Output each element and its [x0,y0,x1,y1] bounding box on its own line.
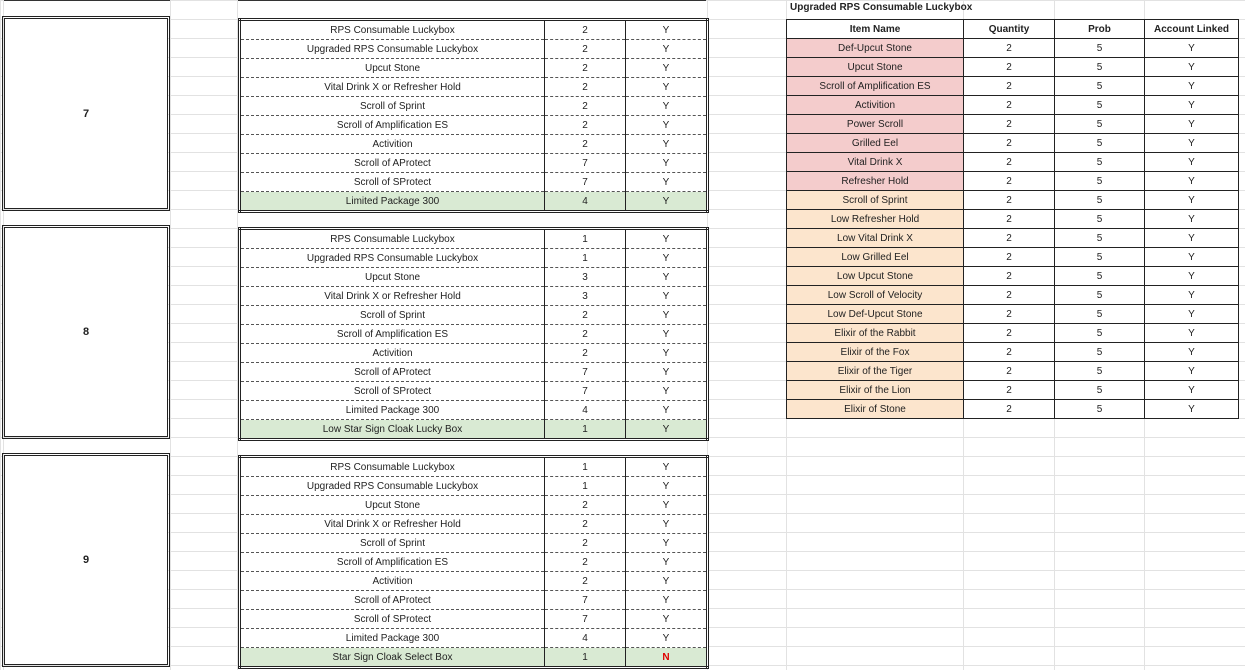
account-linked-cell: Y [626,629,708,648]
grid-column-line [170,0,171,670]
account-linked-cell: Y [1145,286,1239,305]
account-linked-cell: Y [1145,324,1239,343]
account-linked-cell: Y [1145,362,1239,381]
prob-cell: 5 [1055,305,1145,324]
account-linked-cell: Y [626,591,708,610]
prob-cell: 5 [1055,400,1145,419]
col-header-prob: Prob [1055,20,1145,39]
account-linked-cell: Y [626,553,708,572]
prob-cell: 5 [1055,191,1145,210]
table-row [240,496,708,515]
prob-cell: 5 [1055,77,1145,96]
table-row [240,249,708,268]
table-row [240,97,708,116]
account-linked-cell: Y [1145,96,1239,115]
quantity-cell: 2 [545,135,626,154]
item-name-cell: Vital Drink X or Refresher Hold [240,515,545,534]
quantity-cell: 1 [545,229,626,249]
account-linked-cell: Y [626,173,708,192]
level-number: 8 [82,326,90,338]
item-name-cell: Activition [240,135,545,154]
quantity-cell: 4 [545,401,626,420]
table-row [787,153,1239,172]
prob-cell: 5 [1055,115,1145,134]
item-name-cell: Low Refresher Hold [787,210,964,229]
table-row [787,400,1239,419]
table-row [240,457,708,477]
quantity-cell: 2 [545,344,626,363]
item-name-cell: Def-Upcut Stone [787,39,964,58]
prob-cell: 5 [1055,39,1145,58]
quantity-cell: 1 [545,249,626,268]
quantity-cell: 2 [964,362,1055,381]
quantity-cell: 2 [545,40,626,59]
quantity-cell: 2 [964,115,1055,134]
table-row [240,229,708,249]
account-linked-cell: Y [626,249,708,268]
quantity-cell: 2 [545,59,626,78]
item-name-cell: Vital Drink X or Refresher Hold [240,78,545,97]
prob-cell: 5 [1055,134,1145,153]
item-name-cell: Limited Package 300 [240,192,545,212]
account-linked-cell: Y [626,192,708,212]
prob-cell: 5 [1055,286,1145,305]
account-linked-cell: Y [626,534,708,553]
table-row [240,534,708,553]
table-row [787,210,1239,229]
prob-cell: 5 [1055,381,1145,400]
item-name-cell: Low Vital Drink X [787,229,964,248]
item-name-cell: Elixir of the Rabbit [787,324,964,343]
quantity-cell: 2 [545,515,626,534]
account-linked-cell: Y [626,572,708,591]
item-name-cell: Low Star Sign Cloak Lucky Box [240,420,545,440]
item-name-cell: Scroll of AProtect [240,363,545,382]
table-row [240,610,708,629]
table-row [787,134,1239,153]
quantity-cell: 2 [545,78,626,97]
quantity-cell: 2 [964,343,1055,362]
account-linked-cell: N [626,648,708,668]
item-name-cell: Scroll of Sprint [240,306,545,325]
account-linked-cell: Y [626,496,708,515]
item-name-cell: Scroll of Amplification ES [787,77,964,96]
item-name-cell: Scroll of Sprint [240,534,545,553]
prob-cell: 5 [1055,324,1145,343]
item-name-cell: Upgraded RPS Consumable Luckybox [240,477,545,496]
reward-table-level-8 [238,227,709,441]
prob-cell: 5 [1055,267,1145,286]
account-linked-cell: Y [1145,210,1239,229]
table-row [787,305,1239,324]
account-linked-cell: Y [626,135,708,154]
col-header-item-name: Item Name [787,20,964,39]
table-row [240,192,708,212]
col-header-account-linked: Account Linked [1145,20,1239,39]
table-row [787,286,1239,305]
table-row [787,191,1239,210]
account-linked-cell: Y [626,59,708,78]
account-linked-cell: Y [1145,267,1239,286]
table-row [787,115,1239,134]
quantity-cell: 4 [545,629,626,648]
item-name-cell: Low Upcut Stone [787,267,964,286]
account-linked-cell: Y [626,610,708,629]
quantity-cell: 1 [545,648,626,668]
item-name-cell: Vital Drink X or Refresher Hold [240,287,545,306]
quantity-cell: 2 [964,153,1055,172]
table-row [240,629,708,648]
account-linked-cell: Y [626,20,708,40]
account-linked-cell: Y [626,154,708,173]
table-row [787,343,1239,362]
account-linked-cell: Y [1145,134,1239,153]
table-row [240,325,708,344]
account-linked-cell: Y [626,382,708,401]
quantity-cell: 2 [964,172,1055,191]
quantity-cell: 3 [545,268,626,287]
quantity-cell: 2 [545,116,626,135]
item-name-cell: Elixir of the Lion [787,381,964,400]
table-row [787,229,1239,248]
table-row [787,77,1239,96]
item-name-cell: Refresher Hold [787,172,964,191]
table-row [240,287,708,306]
account-linked-cell: Y [1145,39,1239,58]
table-row [240,382,708,401]
item-name-cell: Activition [240,344,545,363]
quantity-cell: 2 [964,324,1055,343]
item-name-cell: Upcut Stone [240,496,545,515]
item-name-cell: Low Scroll of Velocity [787,286,964,305]
quantity-cell: 2 [964,134,1055,153]
account-linked-cell: Y [626,287,708,306]
item-name-cell: Upgraded RPS Consumable Luckybox [240,40,545,59]
quantity-cell: 3 [545,287,626,306]
quantity-cell: 2 [964,77,1055,96]
item-name-cell: Scroll of SProtect [240,382,545,401]
prob-table [786,19,1239,419]
table-row [240,420,708,440]
quantity-cell: 2 [545,496,626,515]
table-row [240,306,708,325]
item-name-cell: Scroll of Amplification ES [240,116,545,135]
item-name-cell: Activition [787,96,964,115]
quantity-cell: 7 [545,154,626,173]
account-linked-cell: Y [626,97,708,116]
account-linked-cell: Y [626,306,708,325]
table-row [240,401,708,420]
account-linked-cell: Y [626,477,708,496]
table-row [240,154,708,173]
account-linked-cell: Y [1145,248,1239,267]
item-name-cell: Vital Drink X [787,153,964,172]
account-linked-cell: Y [626,116,708,135]
account-linked-cell: Y [1145,343,1239,362]
table-row [787,267,1239,286]
quantity-cell: 2 [545,20,626,40]
col-header-quantity: Quantity [964,20,1055,39]
item-name-cell: Scroll of Amplification ES [240,553,545,572]
quantity-cell: 7 [545,363,626,382]
item-name-cell: Scroll of AProtect [240,591,545,610]
item-name-cell: Scroll of AProtect [240,154,545,173]
account-linked-cell: Y [1145,77,1239,96]
account-linked-cell: Y [626,229,708,249]
item-name-cell: Scroll of Amplification ES [240,325,545,344]
prob-table-title: Upgraded RPS Consumable Luckybox [790,2,973,13]
account-linked-cell: Y [626,268,708,287]
quantity-cell: 2 [964,267,1055,286]
prob-cell: 5 [1055,96,1145,115]
item-name-cell: Elixir of Stone [787,400,964,419]
table-row [787,324,1239,343]
quantity-cell: 2 [964,229,1055,248]
item-name-cell: Upgraded RPS Consumable Luckybox [240,249,545,268]
prob-cell: 5 [1055,153,1145,172]
table-row [787,381,1239,400]
prob-cell: 5 [1055,248,1145,267]
table-row [240,59,708,78]
table-row [240,20,708,40]
quantity-cell: 2 [545,306,626,325]
table-row [787,96,1239,115]
table-row [787,39,1239,58]
quantity-cell: 2 [964,210,1055,229]
account-linked-cell: Y [626,344,708,363]
quantity-cell: 2 [545,572,626,591]
quantity-cell: 7 [545,610,626,629]
account-linked-cell: Y [1145,305,1239,324]
quantity-cell: 2 [964,286,1055,305]
level-label-8 [4,227,168,437]
reward-table-level-9 [238,455,709,669]
quantity-cell: 1 [545,457,626,477]
previous-block-border [238,0,706,1]
account-linked-cell: Y [626,325,708,344]
quantity-cell: 2 [545,97,626,116]
account-linked-cell: Y [1145,229,1239,248]
item-name-cell: Scroll of Sprint [787,191,964,210]
table-row [240,173,708,192]
quantity-cell: 2 [545,553,626,572]
prob-cell: 5 [1055,210,1145,229]
account-linked-cell: Y [626,78,708,97]
account-linked-cell: Y [626,401,708,420]
item-name-cell: Upcut Stone [787,58,964,77]
table-row [240,78,708,97]
prob-cell: 5 [1055,362,1145,381]
table-row [240,572,708,591]
level-label-9 [4,455,168,665]
item-name-cell: Upcut Stone [240,59,545,78]
table-row [240,648,708,668]
table-row [240,268,708,287]
item-name-cell: Star Sign Cloak Select Box [240,648,545,668]
item-name-cell: Scroll of SProtect [240,610,545,629]
prob-cell: 5 [1055,343,1145,362]
prob-cell: 5 [1055,229,1145,248]
quantity-cell: 2 [964,248,1055,267]
account-linked-cell: Y [626,420,708,440]
quantity-cell: 4 [545,192,626,212]
item-name-cell: Elixir of the Tiger [787,362,964,381]
quantity-cell: 2 [964,39,1055,58]
item-name-cell: Upcut Stone [240,268,545,287]
table-row [240,363,708,382]
quantity-cell: 2 [545,534,626,553]
table-row [787,248,1239,267]
item-name-cell: Elixir of the Fox [787,343,964,362]
account-linked-cell: Y [1145,381,1239,400]
quantity-cell: 2 [964,400,1055,419]
account-linked-cell: Y [626,457,708,477]
item-name-cell: Limited Package 300 [240,401,545,420]
table-row [240,553,708,572]
table-row [240,116,708,135]
table-row [240,344,708,363]
prob-cell: 5 [1055,58,1145,77]
item-name-cell: Low Grilled Eel [787,248,964,267]
table-row [240,477,708,496]
item-name-cell: Grilled Eel [787,134,964,153]
account-linked-cell: Y [626,363,708,382]
quantity-cell: 2 [964,305,1055,324]
quantity-cell: 2 [964,381,1055,400]
table-row [240,40,708,59]
account-linked-cell: Y [626,40,708,59]
item-name-cell: Scroll of SProtect [240,173,545,192]
table-row [787,172,1239,191]
previous-block-border [4,0,170,1]
account-linked-cell: Y [626,515,708,534]
account-linked-cell: Y [1145,58,1239,77]
item-name-cell: Power Scroll [787,115,964,134]
quantity-cell: 2 [964,96,1055,115]
table-row [240,591,708,610]
prob-cell: 5 [1055,172,1145,191]
table-row [240,135,708,154]
account-linked-cell: Y [1145,400,1239,419]
account-linked-cell: Y [1145,191,1239,210]
item-name-cell: Activition [240,572,545,591]
quantity-cell: 7 [545,382,626,401]
item-name-cell: Scroll of Sprint [240,97,545,116]
account-linked-cell: Y [1145,153,1239,172]
quantity-cell: 1 [545,420,626,440]
quantity-cell: 1 [545,477,626,496]
quantity-cell: 2 [964,191,1055,210]
item-name-cell: RPS Consumable Luckybox [240,229,545,249]
quantity-cell: 7 [545,591,626,610]
account-linked-cell: Y [1145,172,1239,191]
item-name-cell: RPS Consumable Luckybox [240,20,545,40]
reward-table-level-7 [238,18,709,213]
level-label-7 [4,18,168,209]
quantity-cell: 2 [545,325,626,344]
item-name-cell: RPS Consumable Luckybox [240,457,545,477]
quantity-cell: 7 [545,173,626,192]
quantity-cell: 2 [964,58,1055,77]
item-name-cell: Limited Package 300 [240,629,545,648]
item-name-cell: Low Def-Upcut Stone [787,305,964,324]
table-row [787,362,1239,381]
level-number: 9 [82,554,90,566]
table-row [240,515,708,534]
account-linked-cell: Y [1145,115,1239,134]
table-row [787,58,1239,77]
level-number: 7 [82,107,90,120]
prob-table-header-row [787,20,1239,39]
